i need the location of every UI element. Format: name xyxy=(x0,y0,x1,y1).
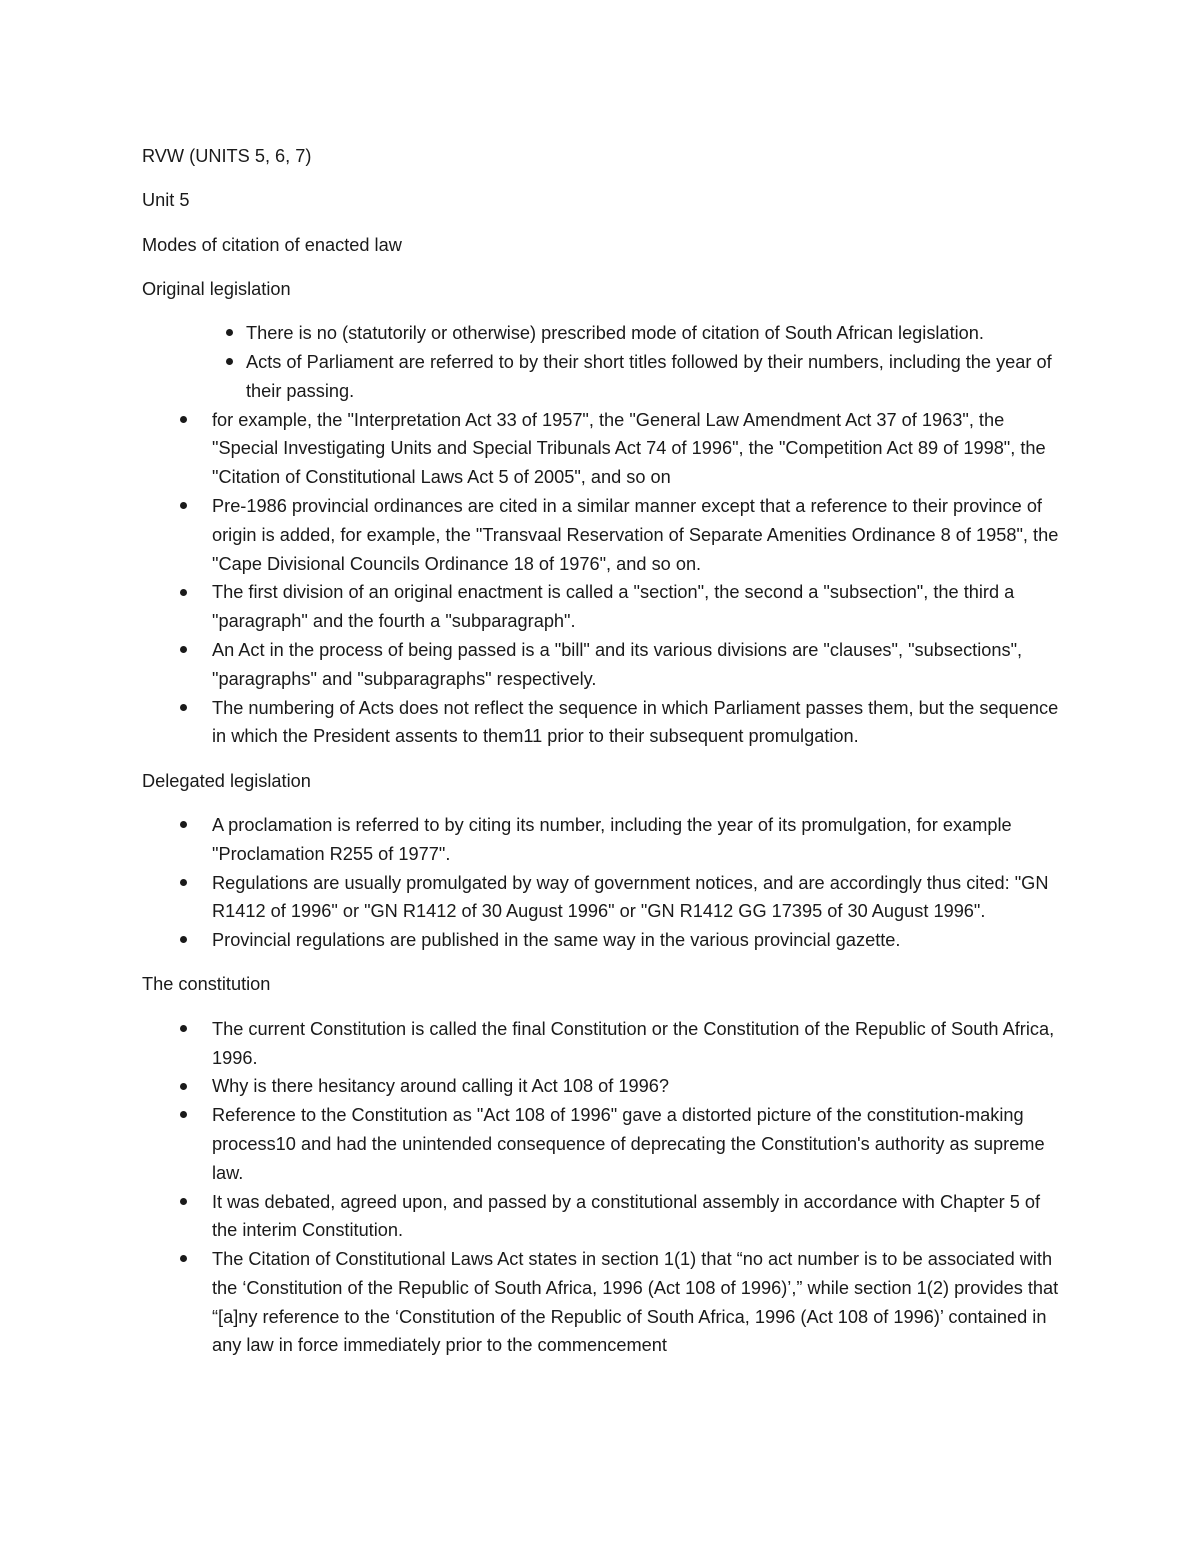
bullet-icon xyxy=(174,926,192,955)
original-legislation-list xyxy=(142,406,1070,752)
bullet-icon xyxy=(174,1245,192,1274)
list-item: The current Constitution is called the final Constitution or the Constitution of the Republic of South Africa, 1996. xyxy=(142,1015,1070,1073)
original-legislation-nested-list xyxy=(142,319,1070,405)
list-item: A proclamation is referred to by citing its number, including the year of its promulgation, for example "Proclamation R255 of 1977". xyxy=(142,811,1070,869)
constitution-list xyxy=(142,1015,1070,1361)
bullet-icon xyxy=(174,1072,192,1101)
bullet-icon xyxy=(174,636,192,665)
list-item: Reference to the Constitution as "Act 108 of 1996" gave a distorted picture of the constitution-making process10 and had the unintended consequence of deprecating the Constitution's authority as supreme law. xyxy=(142,1101,1070,1187)
bullet-icon xyxy=(174,578,192,607)
unit-heading: Unit 5 xyxy=(142,190,190,211)
list-item: Provincial regulations are published in the same way in the various provincial gazette. xyxy=(142,926,1070,955)
list-item: The Citation of Constitutional Laws Act states in section 1(1) that “no act number is to be associated with the ‘Constitution of the Republic of South Africa, 1996 (Act 108 of 1996)’,” while section 1(2) provides that “[a]ny reference to the ‘Constitution of the Republic of South Africa, 1996 (Act 108 of 1996)’ contained in any law in force immediately prior to the commencement xyxy=(142,1245,1070,1360)
bullet-icon xyxy=(220,348,238,377)
section-heading: Modes of citation of enacted law xyxy=(142,234,402,255)
bullet-icon xyxy=(174,1188,192,1217)
list-item: for example, the "Interpretation Act 33 of 1957", the "General Law Amendment Act 37 of 1963", the "Special Investigating Units and Special Tribunals Act 74 of 1996", the "Competition Act 89 of 1998", the "Citation of Constitutional Laws Act 5 of 2005", and so on xyxy=(142,406,1070,492)
list-item: Pre-1986 provincial ordinances are cited in a similar manner except that a reference to their province of origin is added, for example, the "Transvaal Reservation of Separate Amenities Ordinance 8 of 1958", the "Cape Divisional Councils Ordinance 18 of 1976", and so on. xyxy=(142,492,1070,578)
list-item: The numbering of Acts does not reflect the sequence in which Parliament passes them, but the sequence in which the President assents to them11 prior to their subsequent promulgation. xyxy=(142,694,1070,752)
list-item: It was debated, agreed upon, and passed by a constitutional assembly in accordance with Chapter 5 of the interim Constitution. xyxy=(142,1188,1070,1246)
document-title: RVW (UNITS 5, 6, 7) xyxy=(142,146,312,166)
list-item: There is no (statutorily or otherwise) prescribed mode of citation of South African legislation. xyxy=(142,319,1070,348)
bullet-icon xyxy=(174,694,192,723)
list-item: The first division of an original enactment is called a "section", the second a "subsection", the third a "paragraph" and the fourth a "subparagraph". xyxy=(142,578,1070,636)
bullet-icon xyxy=(174,811,192,840)
list-item: An Act in the process of being passed is a "bill" and its various divisions are "clauses", "subsections", "paragraphs" and "subparagraphs" respectively. xyxy=(142,636,1070,694)
constitution-heading: The constitution xyxy=(142,974,271,995)
bullet-icon xyxy=(174,1015,192,1044)
bullet-icon xyxy=(174,1101,192,1130)
delegated-legislation-heading: Delegated legislation xyxy=(142,770,311,791)
list-item: Why is there hesitancy around calling it Act 108 of 1996? xyxy=(142,1072,1070,1101)
delegated-legislation-list xyxy=(142,811,1070,955)
original-legislation-heading: Original legislation xyxy=(142,278,291,299)
bullet-icon xyxy=(220,319,238,348)
bullet-icon xyxy=(174,492,192,521)
list-item: Regulations are usually promulgated by way of government notices, and are accordingly thus cited: "GN R1412 of 1996" or "GN R1412 of 30 August 1996" or "GN R1412 GG 17395 of 30 August 1996". xyxy=(142,869,1070,927)
list-item: Acts of Parliament are referred to by their short titles followed by their numbers, including the year of their passing. xyxy=(142,348,1070,406)
bullet-icon xyxy=(174,406,192,435)
bullet-icon xyxy=(174,869,192,898)
